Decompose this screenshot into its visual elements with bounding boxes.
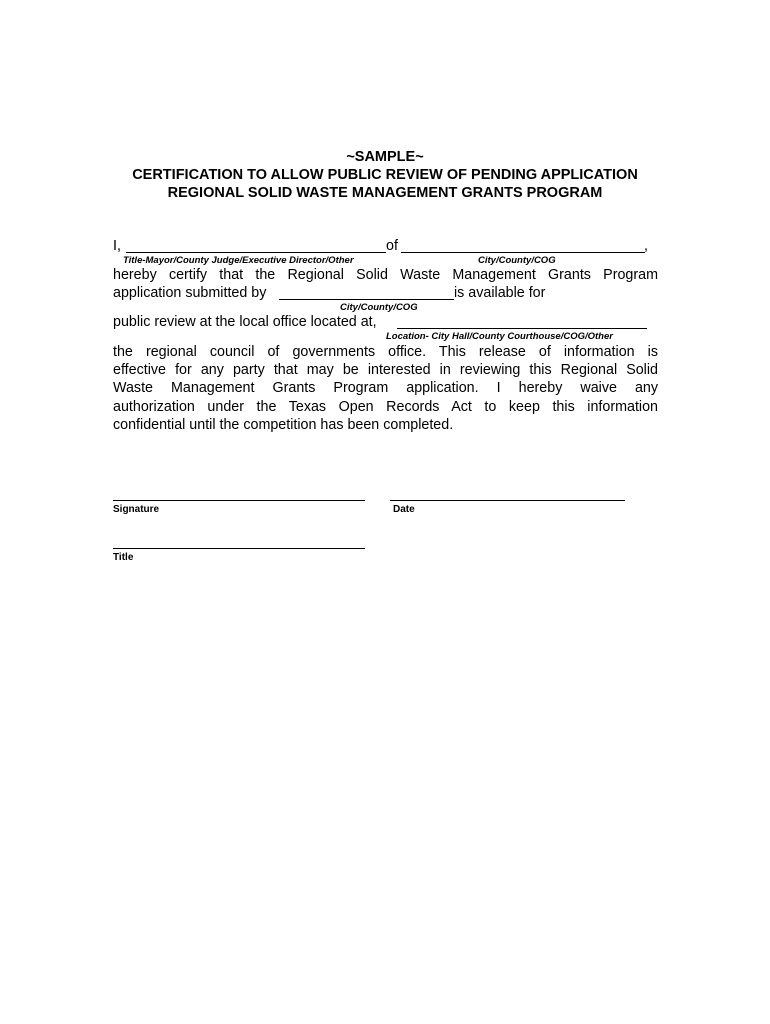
title-line-1: CERTIFICATION TO ALLOW PUBLIC REVIEW OF PENDING APPLICATION — [132, 167, 638, 183]
release-paragraph — [113, 343, 658, 434]
title-line-2: REGIONAL SOLID WASTE MANAGEMENT GRANTS PROGRAM — [167, 185, 603, 201]
paragraph-line: the regional council of governments office. This release of information is — [113, 344, 658, 360]
city-blank-line[interactable] — [401, 252, 645, 253]
sample-heading: ~SAMPLE~ — [346, 149, 424, 165]
title-label: Title — [113, 552, 134, 563]
paragraph-line: Waste Management Grants Program application. I hereby waive any — [113, 380, 658, 397]
signature-line[interactable] — [113, 500, 365, 501]
signature-label: Signature — [113, 504, 160, 515]
applicant-blank-line[interactable] — [279, 299, 454, 300]
comma-text: , — [644, 238, 648, 254]
paragraph-line: confidential until the competition has been completed. — [113, 416, 454, 433]
pronoun-i: I, — [113, 238, 121, 254]
public-review-text: public review at the local office located at, — [113, 314, 377, 330]
date-line[interactable] — [390, 500, 625, 501]
certify-line — [113, 266, 658, 284]
title-field-label: Title-Mayor/County Judge/Executive Director/Other — [123, 255, 354, 266]
city-field-label: City/County/COG — [478, 255, 556, 266]
certify-text: hereby certify that the Regional Solid Waste Management Grants Program — [113, 267, 658, 283]
location-field-label: Location- City Hall/County Courthouse/COG/Other — [386, 331, 613, 342]
title-signature-line[interactable] — [113, 548, 365, 549]
paragraph-line: authorization under the Texas Open Records Act to keep this information — [113, 398, 658, 415]
applicant-field-label: City/County/COG — [340, 302, 418, 313]
date-label: Date — [393, 504, 415, 515]
submitted-by-text: application submitted by — [113, 285, 267, 301]
location-blank-line[interactable] — [397, 328, 647, 329]
of-text: of — [386, 238, 398, 254]
available-for-text: is available for — [454, 285, 546, 301]
paragraph-line: effective for any party that may be interested in reviewing this Regional Solid — [113, 362, 658, 379]
title-blank-line[interactable] — [126, 252, 386, 253]
